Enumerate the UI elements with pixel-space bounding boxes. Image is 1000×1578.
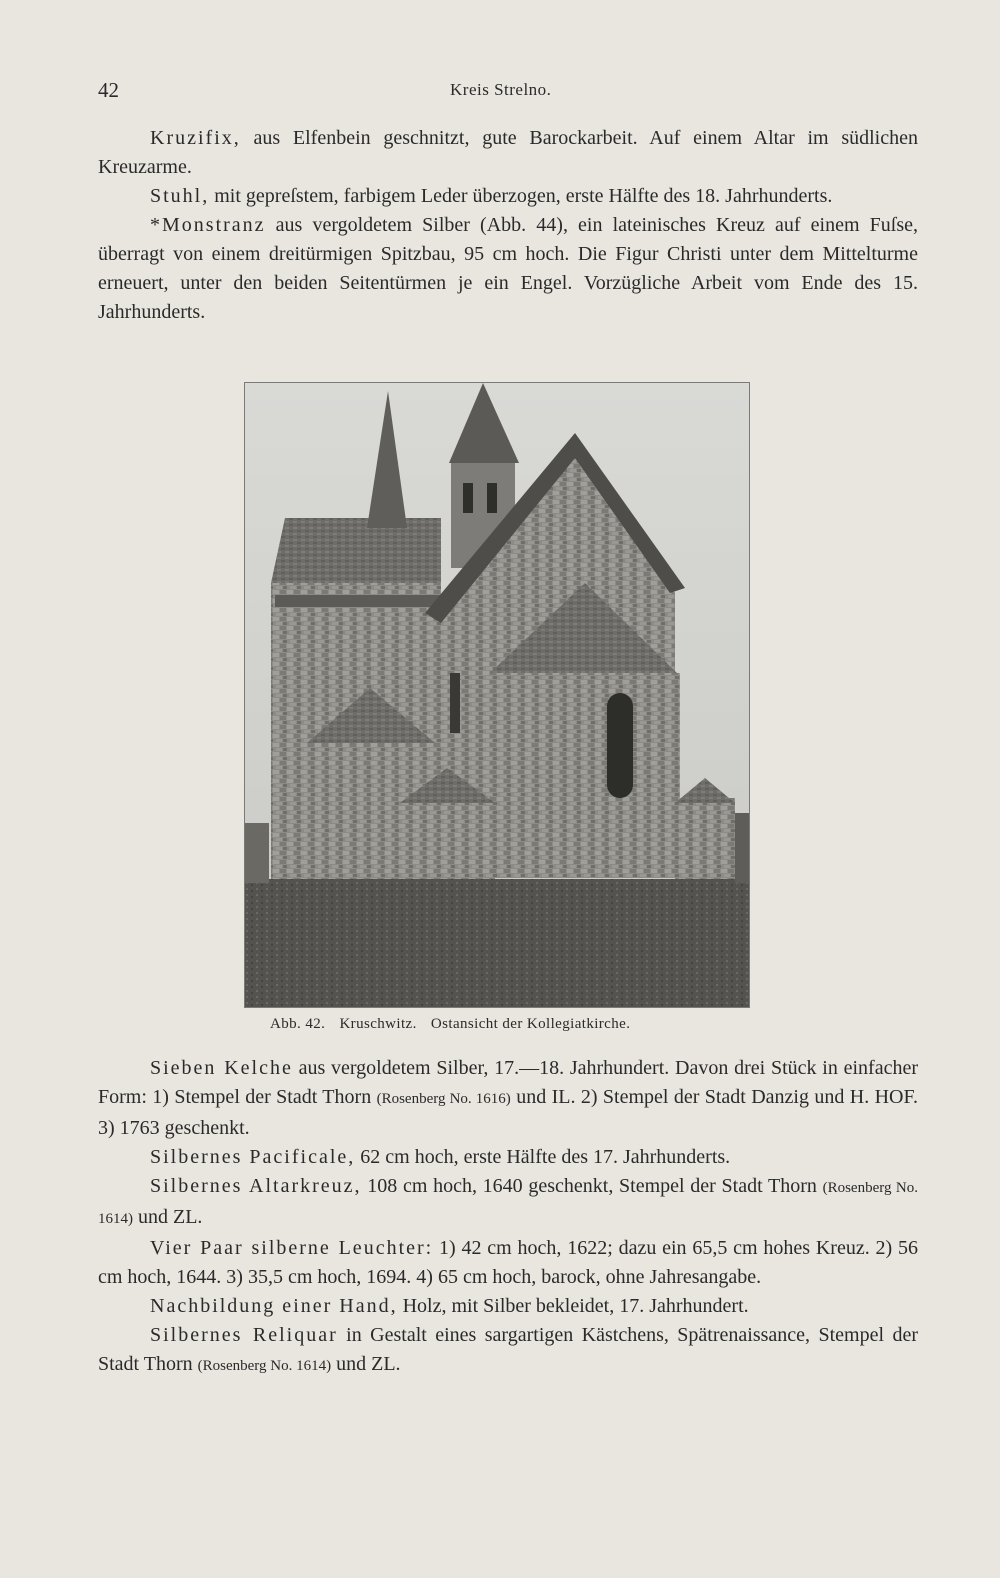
paragraph-lead: *Monstranz bbox=[150, 214, 266, 236]
bottom-text-block bbox=[98, 1054, 918, 1381]
paragraph-text: und ZL. bbox=[133, 1206, 203, 1228]
rosenberg-reference: (Rosenberg No. 1614) bbox=[98, 1180, 918, 1227]
paragraph-monstranz bbox=[98, 211, 918, 327]
lawn bbox=[245, 879, 749, 1007]
paragraph-altarkreuz bbox=[98, 1172, 918, 1234]
paragraph-stuhl bbox=[98, 182, 918, 211]
paragraph-lead: Stuhl, bbox=[150, 185, 210, 207]
paragraph-kruzifix bbox=[98, 124, 918, 182]
paragraph-text: und IL. 2) Stempel der Stadt Danzig und H. HOF. 3) 1763 geschenkt. bbox=[98, 1086, 918, 1139]
paragraph-lead: Silbernes Altarkreuz, bbox=[150, 1175, 362, 1197]
paragraph-lead: Silbernes Reliquar bbox=[150, 1324, 338, 1346]
paragraph-lead: Nachbildung einer Hand, bbox=[150, 1295, 398, 1317]
paragraph-leuchter bbox=[98, 1234, 918, 1292]
paragraph-text: 1) 42 cm hoch, 1622; dazu ein 65,5 cm hohes Kreuz. 2) 56 cm hoch, 1644. 3) 35,5 cm hoch, 1694. 4) 65 cm hoch, barock, ohne Jahresangabe. bbox=[98, 1237, 918, 1288]
left-shrub bbox=[245, 823, 269, 883]
paragraph-kelche bbox=[98, 1054, 918, 1143]
rosenberg-reference: (Rosenberg No. 1616) bbox=[376, 1091, 511, 1107]
paragraph-text: in Gestalt eines sargartigen Kästchens, Spätrenaissance, Stempel der Stadt Thorn bbox=[98, 1324, 918, 1375]
paragraph-hand bbox=[98, 1292, 918, 1321]
paragraph-text: 62 cm hoch, erste Hälfte des 17. Jahrhunderts. bbox=[355, 1146, 731, 1168]
page-header bbox=[98, 78, 918, 106]
right-shrub bbox=[735, 813, 749, 883]
paragraph-text: und ZL. bbox=[331, 1353, 401, 1375]
paragraph-text: mit gepreſstem, farbigem Leder überzogen, erste Hälfte des 18. Jahrhunderts. bbox=[209, 185, 833, 207]
church-photograph bbox=[244, 382, 750, 1008]
figure-description: Ostansicht der Kollegiatkirche. bbox=[430, 1016, 631, 1032]
paragraph-text: 108 cm hoch, 1640 geschenkt, Stempel der Stadt Thorn bbox=[361, 1175, 823, 1197]
figure-label: Abb. 42. bbox=[270, 1016, 326, 1032]
page-number: 42 bbox=[98, 78, 119, 102]
top-text-block bbox=[98, 124, 918, 327]
paragraph-lead: Silbernes Pacificale, bbox=[150, 1146, 356, 1168]
running-title: Kreis Strelno. bbox=[450, 80, 552, 99]
paragraph-text: aus Elfenbein geschnitzt, gute Barockarbeit. Auf einem Altar im südlichen Kreuzarme. bbox=[98, 127, 918, 178]
paragraph-pacificale bbox=[98, 1143, 918, 1172]
paragraph-lead: Sieben Kelche bbox=[150, 1057, 293, 1079]
figure-caption bbox=[270, 1016, 740, 1033]
paragraph-text: Holz, mit Silber bekleidet, 17. Jahrhundert. bbox=[397, 1295, 749, 1317]
paragraph-reliquar bbox=[98, 1321, 918, 1381]
figure-place: Kruschwitz. bbox=[339, 1016, 417, 1032]
paragraph-text: aus vergoldetem Silber (Abb. 44), ein lateinisches Kreuz auf einem Fuſse, überragt von einem dreitürmigen Spitzbau, 95 cm hoch. Die Figur Christi unter dem Mittelturme erneuert, unter den beiden Seitentürmen je ein Engel. Vorzügliche Arbeit vom Ende des 15. Jahrhunderts. bbox=[98, 214, 918, 323]
paragraph-lead: Kruzifix, bbox=[150, 127, 241, 149]
rosenberg-reference: (Rosenberg No. 1614) bbox=[197, 1358, 332, 1374]
paragraph-lead: Vier Paar silberne Leuchter: bbox=[150, 1237, 434, 1259]
paragraph-text: aus vergoldetem Silber, 17.—18. Jahrhundert. Davon drei Stück in einfacher Form: 1) Stempel der Stadt Thorn bbox=[98, 1057, 918, 1108]
